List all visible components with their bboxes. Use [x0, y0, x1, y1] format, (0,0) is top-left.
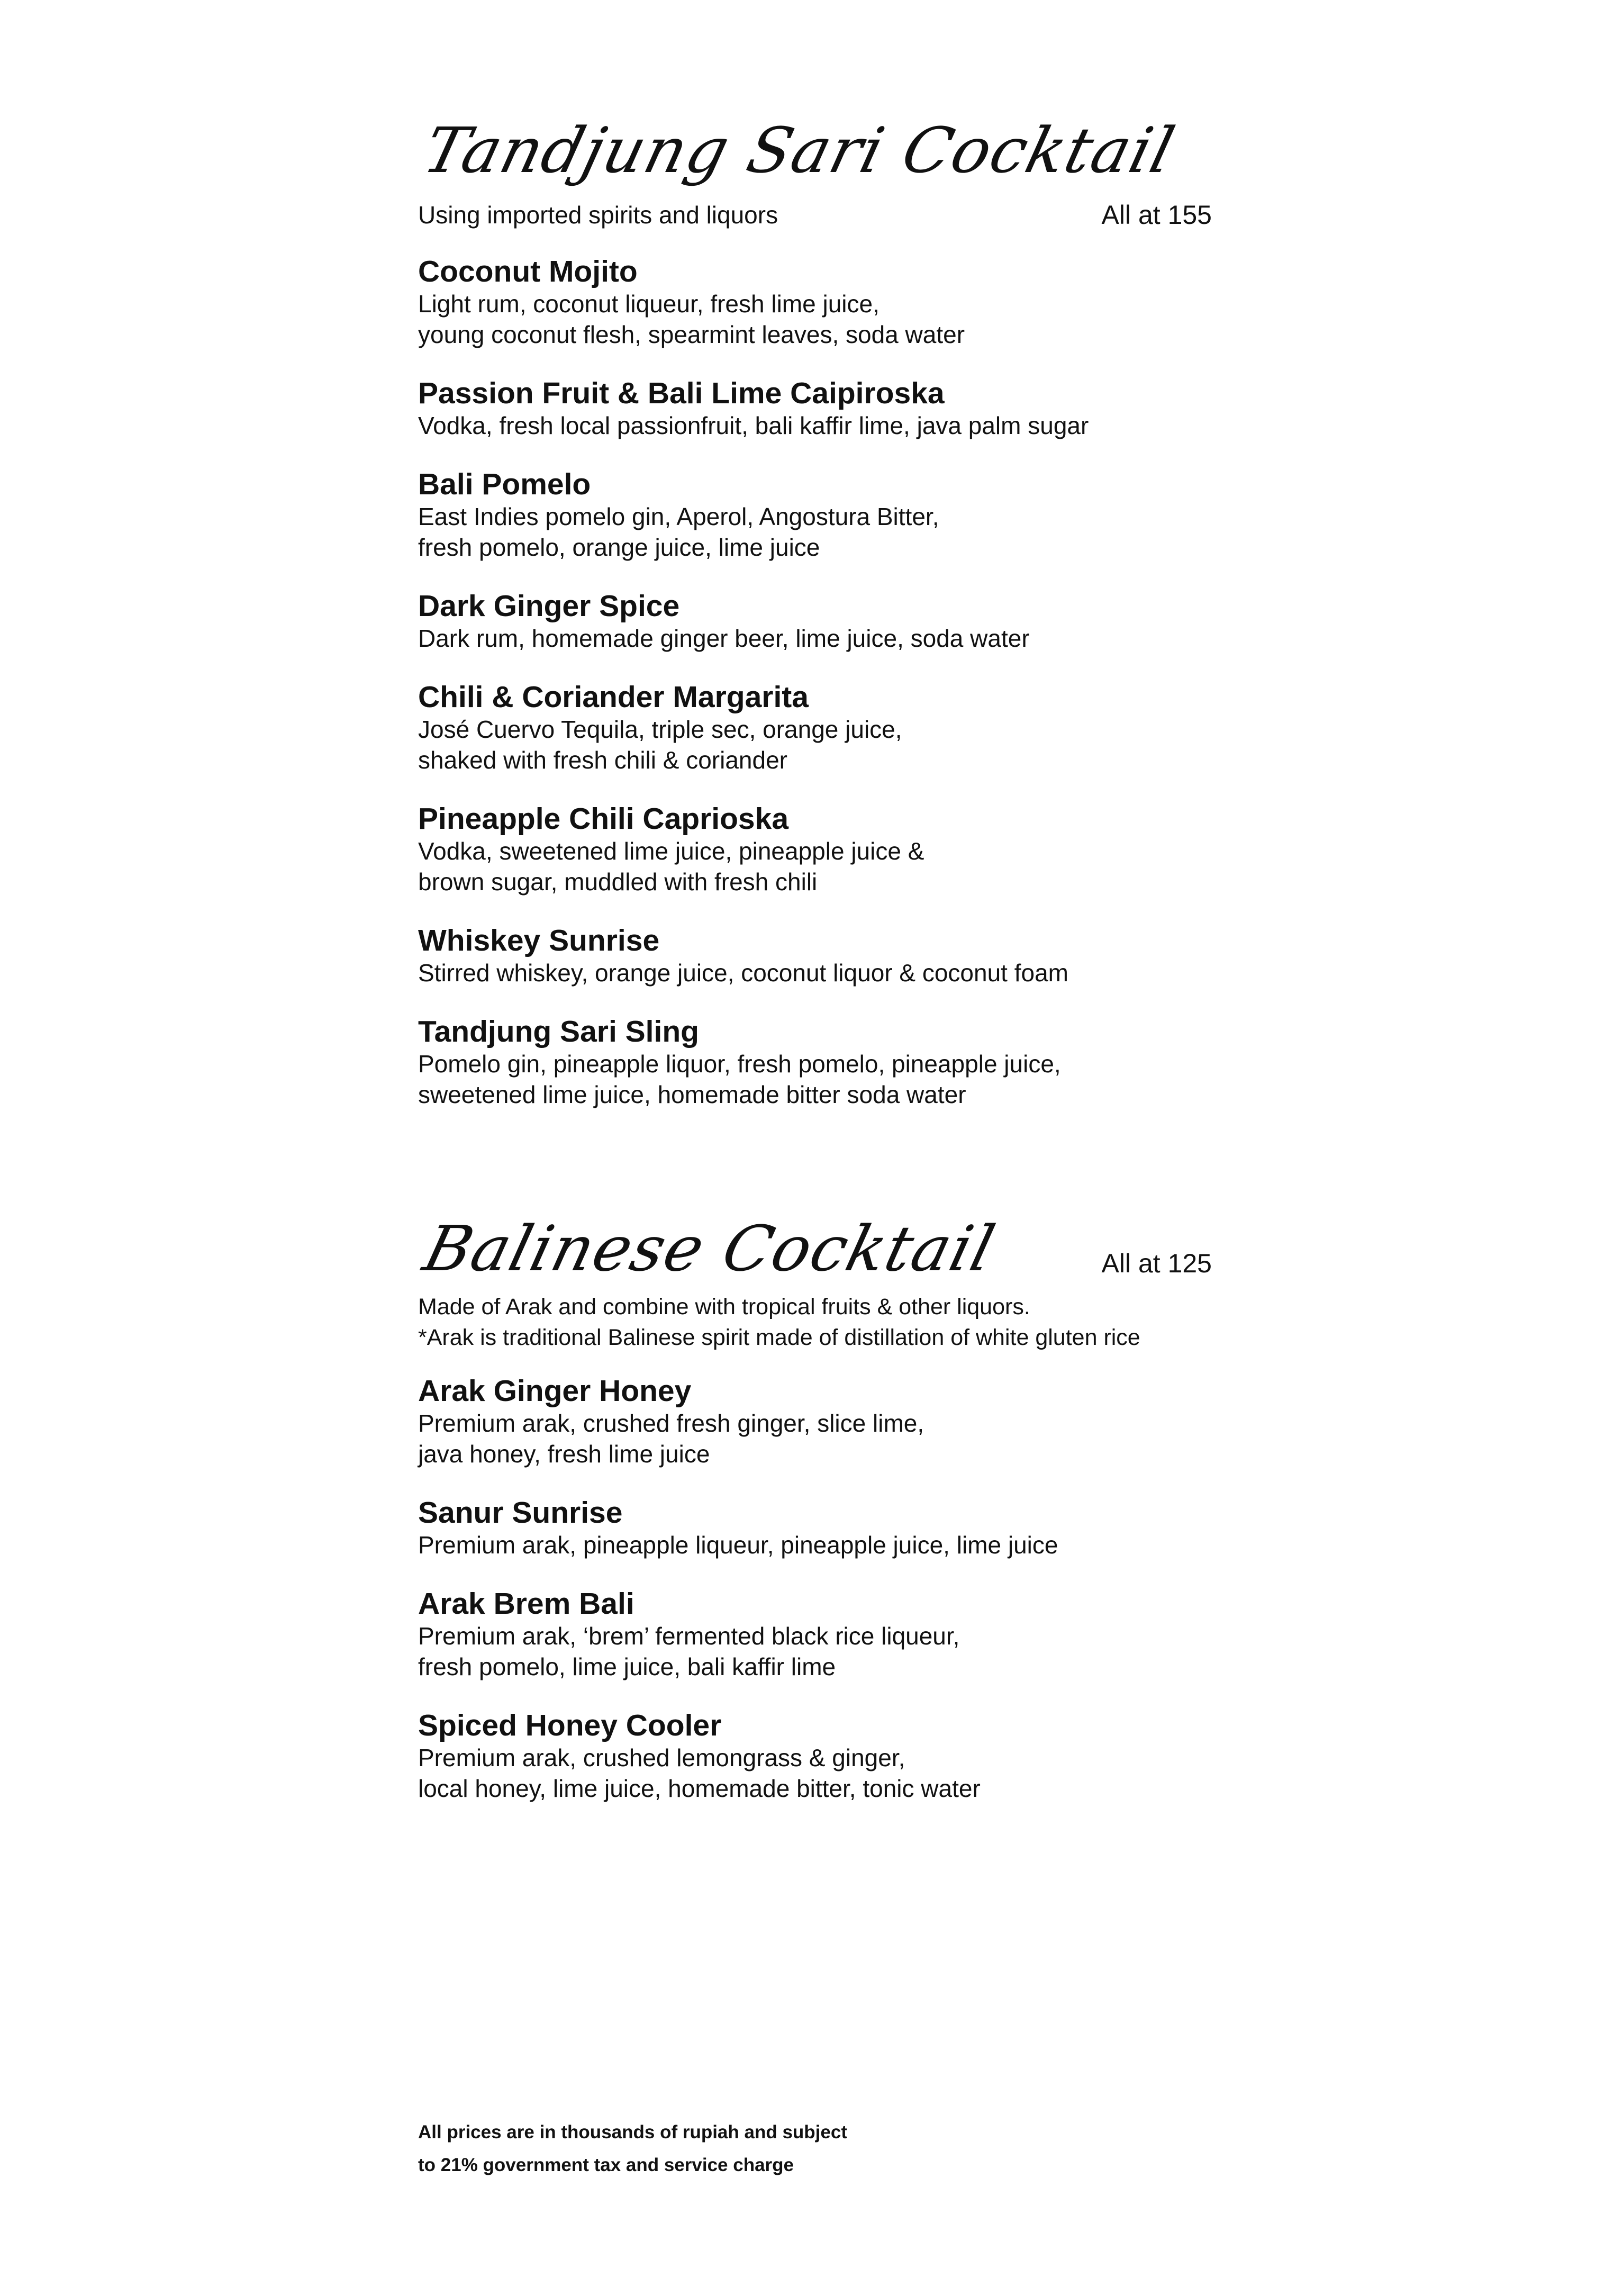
footnote-line: All prices are in thousands of rupiah and subject: [418, 2122, 847, 2143]
menu-item-name: Coconut Mojito: [418, 255, 638, 288]
menu-item-desc: Premium arak, pineapple liqueur, pineapple juice, lime juice: [418, 1531, 1058, 1559]
menu-item-desc: José Cuervo Tequila, triple sec, orange juice,: [418, 716, 902, 743]
menu-item: [418, 924, 1212, 988]
section-title: Tandjung Sari Cocktail: [416, 114, 1182, 187]
menu-item: [418, 1709, 1212, 1804]
menu-item-desc: local honey, lime juice, homemade bitter, tonic water: [418, 1775, 981, 1802]
menu-item-desc: shaked with fresh chili & coriander: [418, 746, 787, 774]
footnote-line: to 21% government tax and service charge: [418, 2155, 794, 2175]
menu-item-desc: Premium arak, crushed fresh ginger, slice lime,: [418, 1409, 924, 1437]
menu-item-name: Dark Ginger Spice: [418, 589, 680, 623]
menu-item-name: Arak Brem Bali: [418, 1587, 634, 1621]
menu-item-name: Pineapple Chili Caprioska: [418, 802, 789, 836]
menu-item-name: Passion Fruit & Bali Lime Caipiroska: [418, 376, 945, 410]
tandjung-sari-cocktail-section: [416, 114, 1212, 1110]
menu-item-desc: fresh pomelo, lime juice, bali kaffir lime: [418, 1653, 836, 1680]
menu-item-name: Bali Pomelo: [418, 467, 591, 501]
menu-item-desc: Dark rum, homemade ginger beer, lime juice, soda water: [418, 625, 1030, 652]
menu-item-desc: young coconut flesh, spearmint leaves, soda water: [418, 321, 965, 348]
menu-item-desc: fresh pomelo, orange juice, lime juice: [418, 534, 820, 561]
menu-item-desc: Stirred whiskey, orange juice, coconut liquor & coconut foam: [418, 959, 1068, 987]
menu-item-desc: Light rum, coconut liqueur, fresh lime juice,: [418, 290, 879, 318]
menu-item: [418, 1587, 1212, 1682]
section-price: All at 155: [1101, 200, 1212, 230]
menu-item-name: Whiskey Sunrise: [418, 924, 660, 957]
balinese-cocktail-section: [416, 1212, 1212, 1804]
menu-item-name: Sanur Sunrise: [418, 1496, 623, 1530]
menu-item-name: Tandjung Sari Sling: [418, 1015, 699, 1048]
section-price: All at 125: [1101, 1249, 1212, 1278]
menu-item: [418, 589, 1212, 654]
menu-item-desc: Vodka, fresh local passionfruit, bali kaffir lime, java palm sugar: [418, 412, 1089, 439]
menu-item: [418, 1015, 1212, 1110]
menu-item: [418, 467, 1212, 563]
menu-item: [418, 255, 1212, 350]
menu-item: [418, 1374, 1212, 1469]
menu-item-name: Arak Ginger Honey: [418, 1374, 692, 1408]
menu-item-desc: Pomelo gin, pineapple liquor, fresh pomelo, pineapple juice,: [418, 1050, 1061, 1078]
menu-item-desc: Premium arak, ‘brem’ fermented black rice liqueur,: [418, 1622, 960, 1650]
menu-item-desc: East Indies pomelo gin, Aperol, Angostura Bitter,: [418, 503, 939, 530]
section-title: Balinese Cocktail: [416, 1212, 1003, 1285]
menu-item: [418, 1496, 1212, 1560]
section-subtitle: Made of Arak and combine with tropical fruits & other liquors.: [418, 1294, 1030, 1319]
section-subtitle: Using imported spirits and liquors: [418, 201, 778, 229]
menu-item-desc: Premium arak, crushed lemongrass & ginger,: [418, 1744, 905, 1771]
menu-item: [418, 802, 1212, 897]
menu-item-name: Spiced Honey Cooler: [418, 1709, 722, 1742]
section-note: *Arak is traditional Balinese spirit made of distillation of white gluten rice: [418, 1325, 1140, 1350]
menu-item: [418, 376, 1212, 441]
menu-item-name: Chili & Coriander Margarita: [418, 680, 809, 714]
menu-item: [418, 680, 1212, 775]
menu-item-desc: Vodka, sweetened lime juice, pineapple juice &: [418, 837, 924, 865]
menu-item-desc: brown sugar, muddled with fresh chili: [418, 868, 818, 896]
menu-item-desc: java honey, fresh lime juice: [418, 1440, 710, 1468]
price-footnote: [418, 2116, 847, 2182]
menu-item-desc: sweetened lime juice, homemade bitter soda water: [418, 1081, 966, 1108]
